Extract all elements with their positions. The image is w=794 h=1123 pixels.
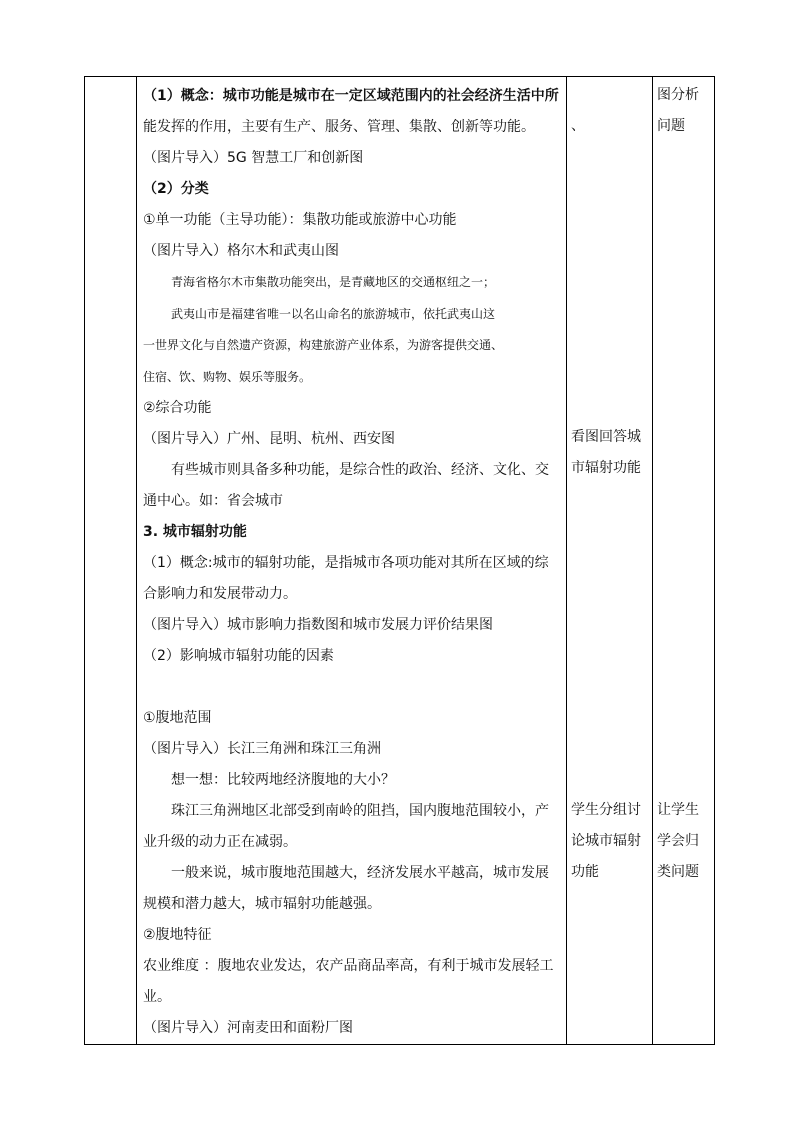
text-line: 合影响力和发展带动力。 xyxy=(143,586,297,602)
single-function-line: ①单一功能（主导功能）：集散功能或旅游中心功能 xyxy=(143,212,457,228)
classification-heading: （2）分类 xyxy=(143,181,209,197)
activity-line: 论城市辐射 xyxy=(571,833,641,849)
text-line: 规模和潜力越大，城市辐射功能越强。 xyxy=(143,896,381,912)
activity-line: 功能 xyxy=(571,864,599,880)
intent-bottom xyxy=(657,795,699,888)
image-import-line: （图片导入）河南麦田和面粉厂图 xyxy=(143,1020,353,1036)
radiation-activity xyxy=(571,422,641,484)
image-import-line: （图片导入）长江三角洲和珠江三角洲 xyxy=(143,741,381,757)
lesson-plan-table xyxy=(84,76,715,1045)
text-line: 通中心。如：省会城市 xyxy=(143,493,283,509)
text-line: 住宿、饮、购物、娱乐等服务。 xyxy=(143,369,312,384)
intent-top xyxy=(657,80,699,142)
question-line: 想一想：比较两地经济腹地的大小？ xyxy=(171,772,395,788)
intent-line: 图分析 xyxy=(657,87,699,103)
teaching-content xyxy=(137,77,566,1044)
section-heading: 3. 城市辐射功能 xyxy=(143,524,247,540)
comprehensive-function-line: ②综合功能 xyxy=(143,400,212,416)
text-line: 业。 xyxy=(143,989,171,1005)
blank-line xyxy=(143,672,560,703)
student-activity xyxy=(567,77,652,1048)
intent-line: 让学生 xyxy=(657,802,699,818)
text-line: 青海省格尔木市集散功能突出，是青藏地区的交通枢纽之一； xyxy=(171,275,496,289)
image-import-line: （图片导入）5G 智慧工厂和创新图 xyxy=(143,150,364,166)
table-row xyxy=(85,77,715,1045)
design-intent xyxy=(653,77,714,1048)
activity-line: 学生分组讨 xyxy=(571,802,641,818)
hinterland-range-line: ①腹地范围 xyxy=(143,710,212,726)
intent-line: 学会归 xyxy=(657,833,699,849)
text-line: 武夷山市是福建省唯一以名山命名的旅游城市，依托武夷山这 xyxy=(171,306,496,321)
text-line: （1）概念:城市的辐射功能，是指城市各项功能对其所在区域的综 xyxy=(143,555,549,571)
text-line: 农业维度 ：腹地农业发达，农产品商品率高，有利于城市发展轻工 xyxy=(143,958,554,974)
image-import-line: （图片导入）城市影响力指数图和城市发展力评价结果图 xyxy=(143,617,493,633)
concept-heading-line: （1）概念：城市功能是城市在一定区域范围内的社会经济生活中所 xyxy=(143,88,559,104)
text-line: 一世界文化与自然遗产资源，构建旅游产业体系，为游客提供交通、 xyxy=(143,338,504,352)
list-mark: 、 xyxy=(571,118,585,134)
intent-line: 问题 xyxy=(657,118,685,134)
text-line: 业升级的动力正在减弱。 xyxy=(143,834,297,850)
factors-heading: （2）影响城市辐射功能的因素 xyxy=(143,648,334,664)
section-column-cell xyxy=(85,77,137,1045)
image-import-line: （图片导入）广州、昆明、杭州、西安图 xyxy=(143,431,395,447)
teaching-content-cell xyxy=(137,77,567,1045)
hinterland-feature-line: ②腹地特征 xyxy=(143,927,212,943)
text-line: 能发挥的作用，主要有生产、服务、管理、集散、创新等功能。 xyxy=(143,119,535,135)
text-line: 有些城市则具备多种功能，是综合性的政治、经济、文化、交 xyxy=(171,462,549,478)
activity-line: 看图回答城 xyxy=(571,429,641,445)
activity-line: 市辐射功能 xyxy=(571,460,641,476)
student-activity-cell xyxy=(567,77,653,1045)
image-import-line: （图片导入）格尔木和武夷山图 xyxy=(143,243,339,259)
intent-line: 类问题 xyxy=(657,864,699,880)
discussion-activity xyxy=(571,795,641,888)
design-intent-cell xyxy=(653,77,715,1045)
text-line: 珠江三角洲地区北部受到南岭的阻挡，国内腹地范围较小，产 xyxy=(171,803,549,819)
text-line: 一般来说，城市腹地范围越大，经济发展水平越高，城市发展 xyxy=(171,865,549,881)
